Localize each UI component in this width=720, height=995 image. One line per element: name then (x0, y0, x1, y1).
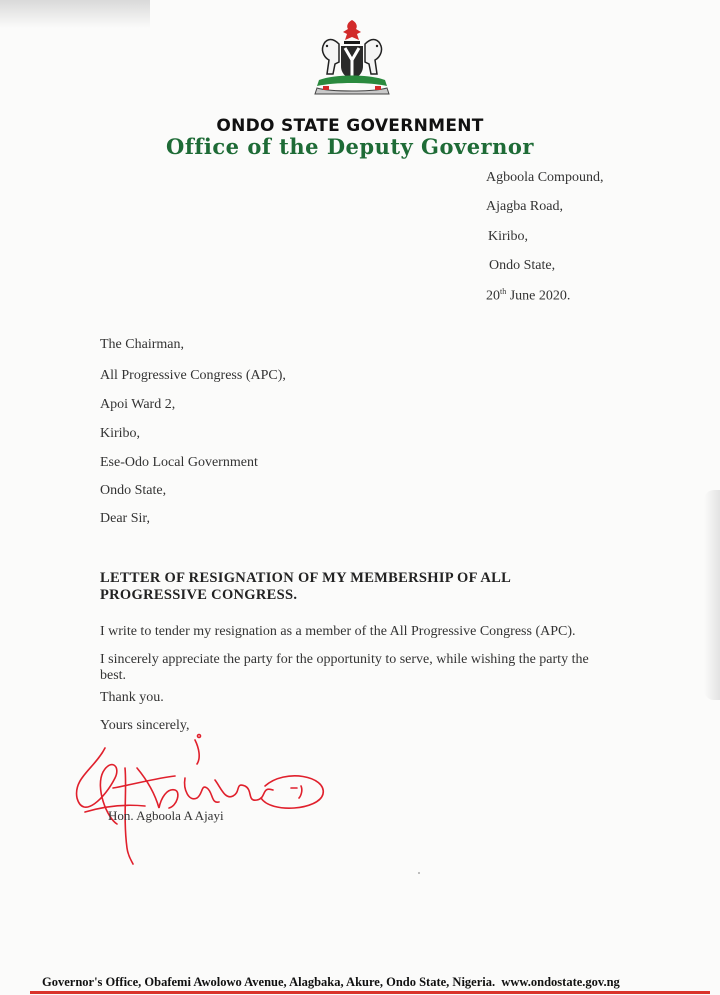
sender-address-line: Ondo State, (489, 258, 556, 273)
footer-address-text: Governor's Office, Obafemi Awolowo Avenue, Alagbaka, Akure, Ondo State, Nigeria. (42, 975, 496, 989)
page-curl-edge (704, 490, 720, 700)
closing-line: Yours sincerely, (100, 718, 190, 733)
body-paragraph: I write to tender my resignation as a member of the All Progressive Congress (APC). (100, 624, 576, 639)
scan-speck (418, 872, 420, 874)
date-day: 20 (486, 288, 500, 304)
date-suffix: th (500, 287, 507, 296)
letter-date (486, 287, 570, 305)
letter-subject: LETTER OF RESIGNATION OF MY MEMBERSHIP OF ALL PROGRESSIVE CONGRESS. (100, 570, 511, 603)
recipient-line: Kiribo, (100, 426, 141, 441)
footer-website: www.ondostate.gov.ng (501, 975, 620, 989)
signatory-name: Hon. Agboola A Ajayi (108, 808, 224, 823)
footer-rule (30, 991, 710, 994)
thanks-line: Thank you. (100, 690, 164, 705)
sender-address-line: Kiribo, (488, 229, 529, 244)
recipient-line: Apoi Ward 2, (100, 397, 176, 412)
body-paragraph: I sincerely appreciate the party for the opportunity to serve, while wishing the party the best. (100, 652, 589, 683)
recipient-line: The Chairman, (100, 337, 184, 352)
recipient-line: Ese-Odo Local Government (100, 455, 258, 470)
sender-address-line: Ajagba Road, (486, 199, 563, 214)
footer-address (42, 975, 620, 990)
coat-of-arms-icon (305, 14, 400, 104)
salutation: Dear Sir, (100, 511, 150, 526)
recipient-line: Ondo State, (100, 483, 167, 498)
recipient-line: All Progressive Congress (APC), (100, 368, 286, 383)
handwritten-signature (65, 728, 330, 868)
sender-address-line: Agboola Compound, (486, 170, 604, 185)
scan-shadow (0, 0, 150, 28)
date-rest: June 2020. (506, 288, 571, 304)
government-title: ONDO STATE GOVERNMENT (216, 116, 484, 136)
office-title: Office of the Deputy Governor (166, 134, 534, 159)
